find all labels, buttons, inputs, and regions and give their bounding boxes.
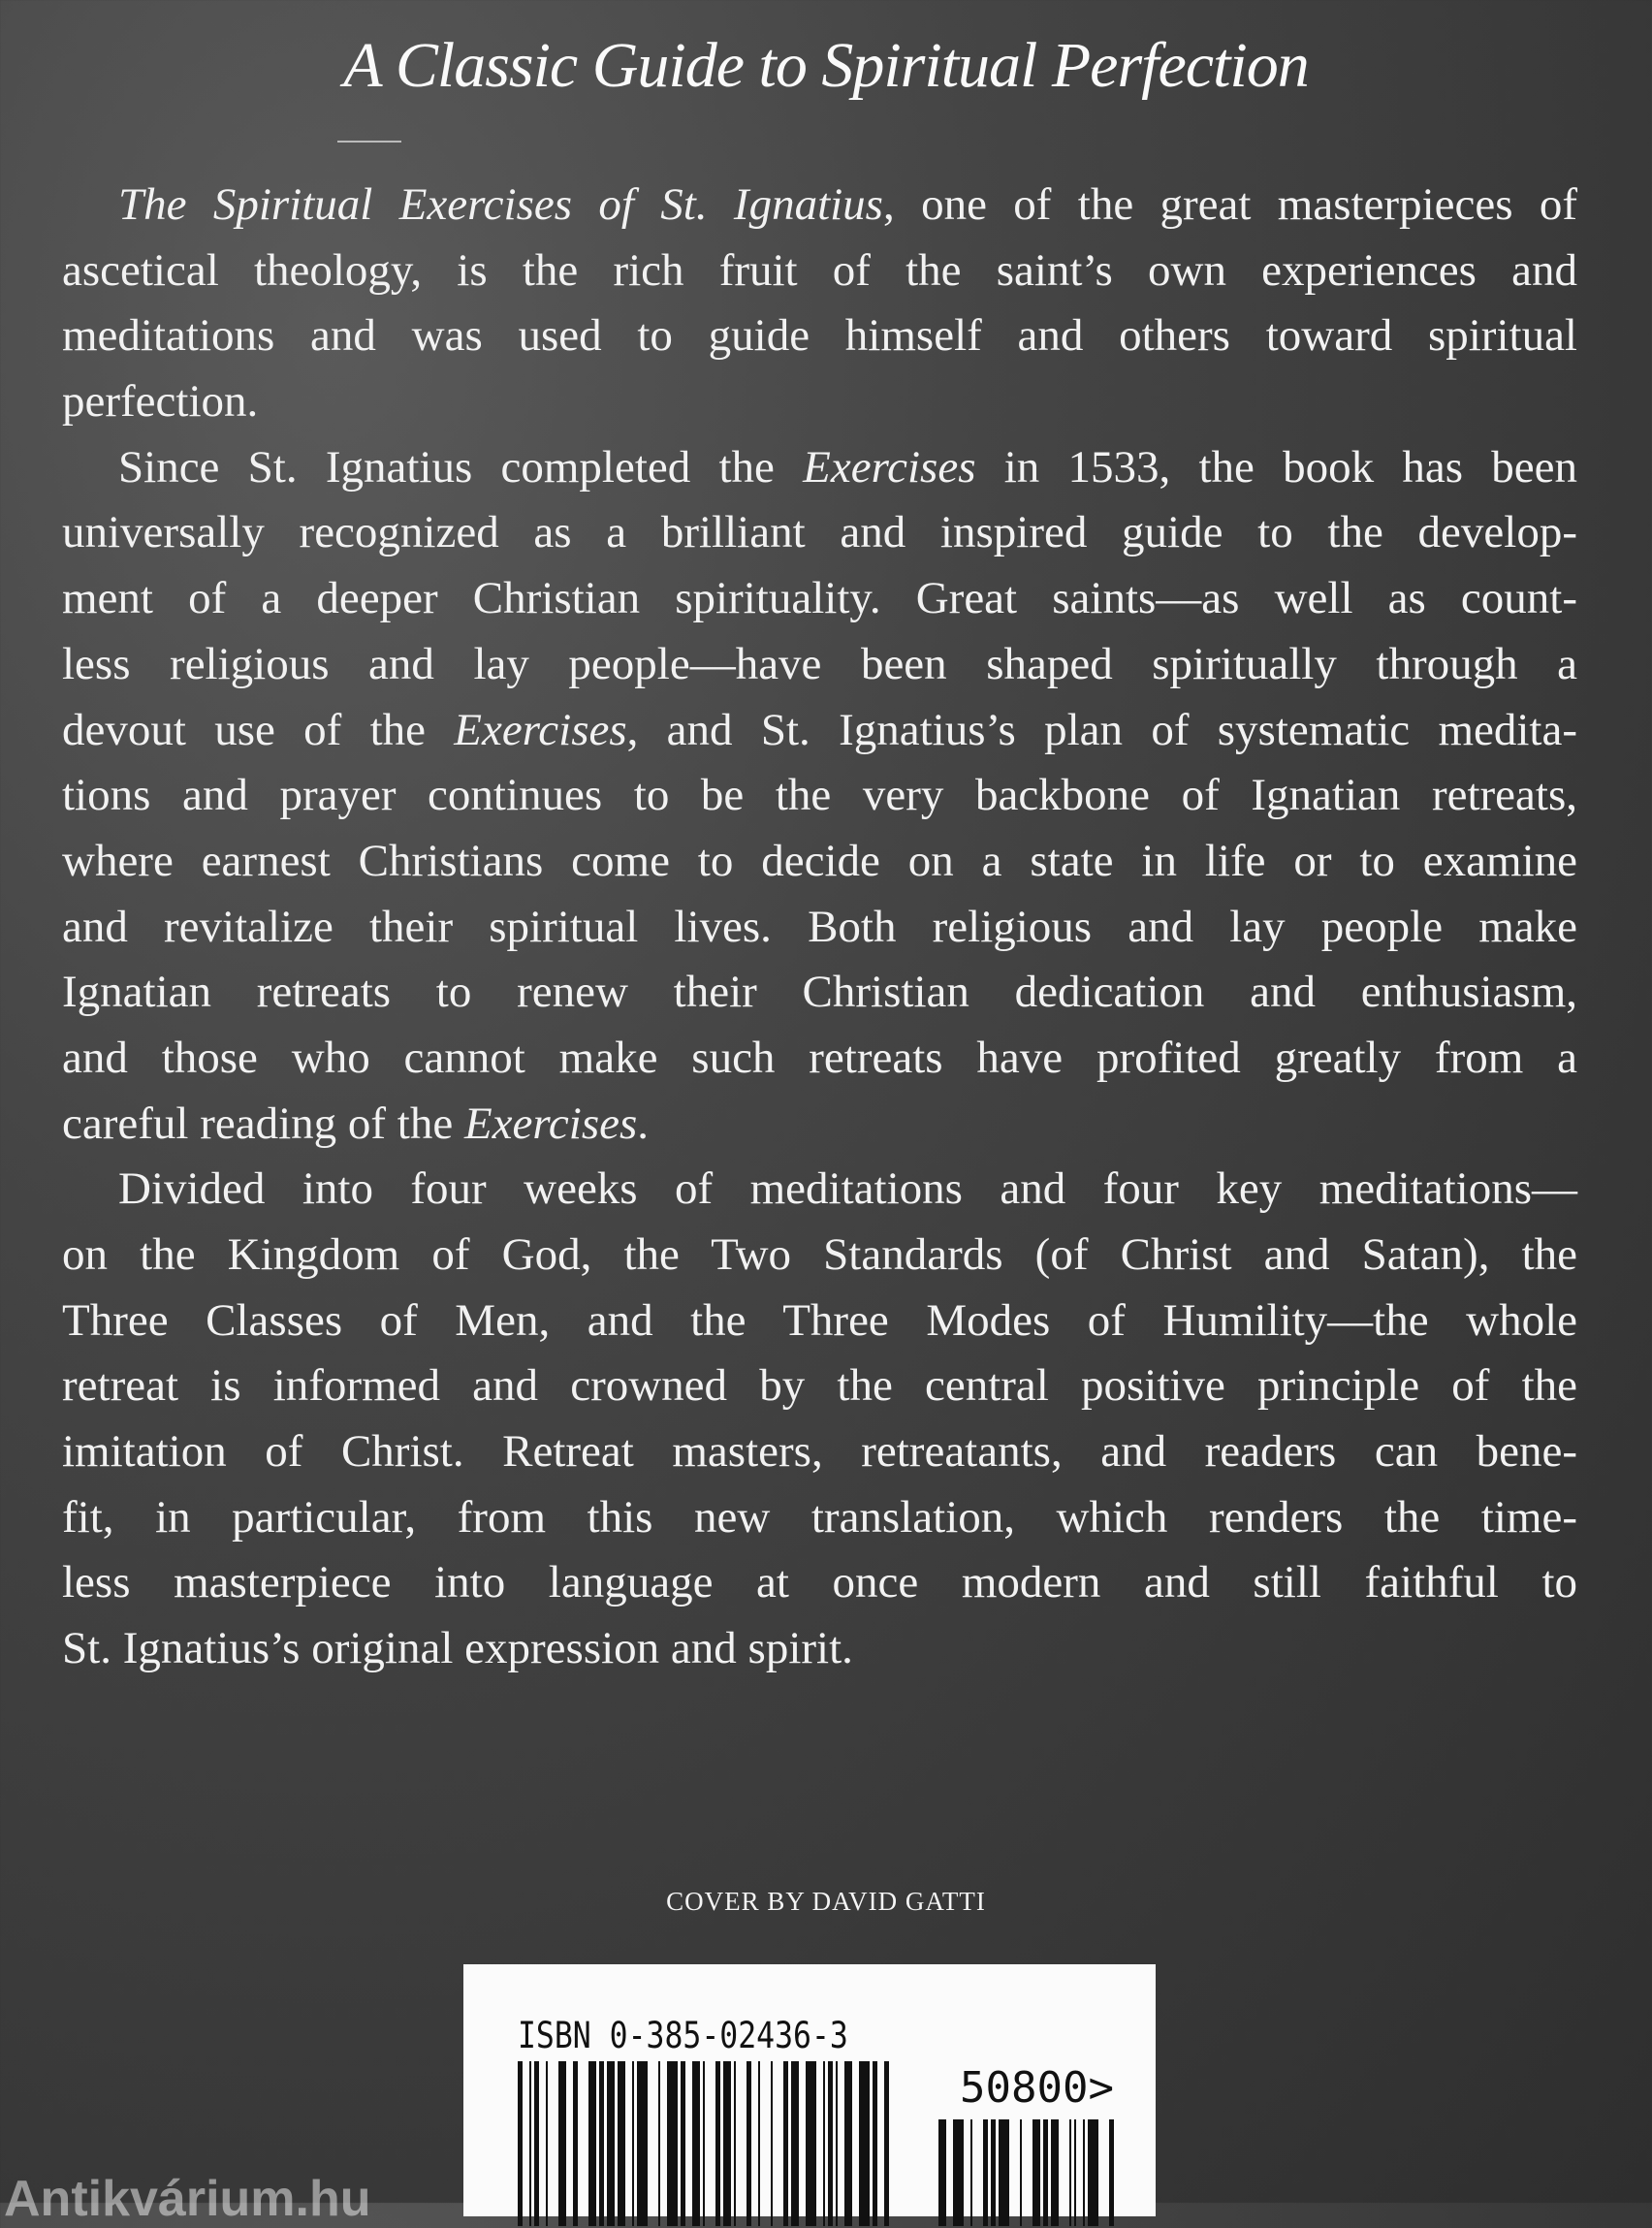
barcode-bar [938, 2119, 946, 2226]
text-line [62, 1157, 1577, 1223]
barcode-bar [806, 2061, 816, 2226]
barcode-bar [999, 2119, 1009, 2226]
text-segment: where earnest Christians come to decide on a state in life or to examine [62, 835, 1577, 886]
barcode-bar [884, 2061, 889, 2226]
barcode-bar [681, 2061, 685, 2226]
text-line [62, 435, 1577, 501]
text-segment: perfection. [62, 376, 259, 428]
price-code: 50800> [960, 2063, 1114, 2113]
barcode-bar [758, 2061, 760, 2226]
text-line [62, 239, 1577, 304]
text-segment: less masterpiece into language at once modern and still faithful to [62, 1557, 1577, 1608]
text-segment: St. Ignatius’s original expression and spirit. [62, 1623, 853, 1674]
text-line [62, 1353, 1577, 1419]
text-line [62, 566, 1577, 632]
text-line [62, 303, 1577, 369]
barcode-bar [953, 2119, 964, 2226]
text-segment: ment of a deeper Christian spirituality. Great saints—as well as count- [62, 573, 1577, 624]
barcode-bar [607, 2061, 615, 2226]
barcode-bar [534, 2061, 539, 2226]
barcode-bar [823, 2061, 825, 2226]
barcode-bar [836, 2061, 838, 2226]
barcode-bar [747, 2061, 751, 2226]
text-segment: Three Classes of Men, and the Three Modes of Humility—the whole [62, 1294, 1577, 1346]
barcode-bar [715, 2061, 720, 2226]
text-segment: less religious and lay people—have been shaped spiritually through a [62, 638, 1577, 689]
barcode-bar [558, 2061, 566, 2226]
barcode-bar [828, 2061, 833, 2226]
barcode-bar [1069, 2119, 1071, 2226]
text-segment: in 1533, the book has been [975, 441, 1577, 493]
barcode-bar [1083, 2119, 1085, 2226]
text-segment: careful reading of the [62, 1098, 464, 1149]
barcode-bar [1051, 2119, 1059, 2226]
blurb-text [62, 173, 1577, 1682]
barcode-bar [991, 2119, 996, 2226]
barcode-bar [1088, 2119, 1098, 2226]
text-segment: , and St. Ignatius’s plan of systematic medita- [626, 704, 1577, 755]
barcode-label [463, 1964, 1156, 2216]
text-segment: , one of the great masterpieces of [882, 179, 1577, 230]
italic-title-text: Exercises [803, 441, 976, 493]
text-segment: . [637, 1098, 650, 1149]
text-segment: on the Kingdom of God, the Two Standards (of Christ and Satan), the [62, 1229, 1577, 1280]
barcode-bar [618, 2061, 625, 2226]
barcode-bar [588, 2061, 596, 2226]
text-segment: fit, in particular, from this new translation, which renders the time- [62, 1491, 1577, 1543]
text-segment: and revitalize their spiritual lives. Both religious and lay people make [62, 901, 1577, 952]
text-line [62, 1550, 1577, 1616]
decorative-rule [337, 141, 401, 143]
barcode-bar [970, 2119, 972, 2226]
barcode-bar [859, 2061, 870, 2226]
barcode-bar [599, 2061, 604, 2226]
barcode-bar [1074, 2119, 1076, 2226]
barcode-bar [518, 2061, 523, 2226]
text-line [62, 763, 1577, 829]
barcode-bar [573, 2061, 578, 2226]
italic-title-text: Exercises [454, 704, 627, 755]
text-line [62, 895, 1577, 961]
text-segment: meditations and was used to guide himself and others toward spiritual [62, 310, 1577, 362]
text-segment: retreat is informed and crowned by the central positive principle of the [62, 1360, 1577, 1412]
text-line [62, 960, 1577, 1026]
text-line [62, 1092, 1577, 1158]
watermark: Antikvárium.hu [4, 2171, 371, 2227]
cover-credit: COVER BY DAVID GATTI [666, 1887, 986, 1916]
italic-title-text: Exercises [463, 1098, 638, 1149]
barcode-bar [637, 2061, 648, 2226]
text-line [62, 369, 1577, 435]
text-segment: universally recognized as a brilliant and inspired guide to the develop- [62, 507, 1577, 558]
barcode-bar [1020, 2119, 1022, 2226]
barcode-bar [844, 2061, 852, 2226]
text-segment: Ignatian retreats to renew their Christian dedication and enthusiasm, [62, 967, 1577, 1018]
text-line [62, 1289, 1577, 1354]
barcode-bar [1043, 2119, 1048, 2226]
barcode-bar [791, 2061, 799, 2226]
barcode-bar [546, 2061, 548, 2226]
text-segment: imitation of Christ. Retreat masters, retreatants, and readers can bene- [62, 1426, 1577, 1478]
text-line [62, 173, 1577, 239]
text-line [62, 1223, 1577, 1289]
isbn-number: ISBN 0-385-02436-3 [518, 2015, 848, 2056]
barcode-bar [703, 2061, 705, 2226]
text-segment: ascetical theology, is the rich fruit of the saint’s own experiences and [62, 244, 1577, 296]
barcode-bar [658, 2061, 660, 2226]
barcode-bar [983, 2119, 988, 2226]
text-line [62, 829, 1577, 895]
barcode-bar [529, 2061, 531, 2226]
text-segment: devout use of the [62, 704, 455, 755]
text-line [62, 1026, 1577, 1092]
text-segment: Since St. Ignatius completed the [118, 441, 804, 493]
ean-barcode [518, 2061, 902, 2226]
back-cover-headline: A Classic Guide to Spiritual Perfection [343, 30, 1309, 101]
barcode-bar [1032, 2119, 1040, 2226]
text-segment: and those who cannot make such retreats have profited greatly from a [62, 1032, 1577, 1083]
barcode-bar [692, 2061, 700, 2226]
barcode-bar [873, 2061, 877, 2226]
barcode-bar [667, 2061, 678, 2226]
barcode-bar [771, 2061, 773, 2226]
barcode-bar [734, 2061, 736, 2226]
barcode-bar [783, 2061, 788, 2226]
text-line [62, 1485, 1577, 1551]
barcode-bar [632, 2061, 634, 2226]
text-segment: tions and prayer continues to be the very backbone of Ignatian retreats, [62, 770, 1577, 821]
italic-title-text: The Spiritual Exercises of St. Ignatius [118, 179, 883, 230]
text-line [62, 500, 1577, 566]
text-line [62, 1616, 1577, 1682]
barcode-bar [1109, 2119, 1114, 2226]
text-line [62, 698, 1577, 764]
text-line [62, 1419, 1577, 1485]
barcode-bar [723, 2061, 731, 2226]
text-line [62, 632, 1577, 698]
text-segment: Divided into four weeks of meditations and four key meditations— [118, 1163, 1577, 1215]
addon-barcode [938, 2119, 1128, 2226]
